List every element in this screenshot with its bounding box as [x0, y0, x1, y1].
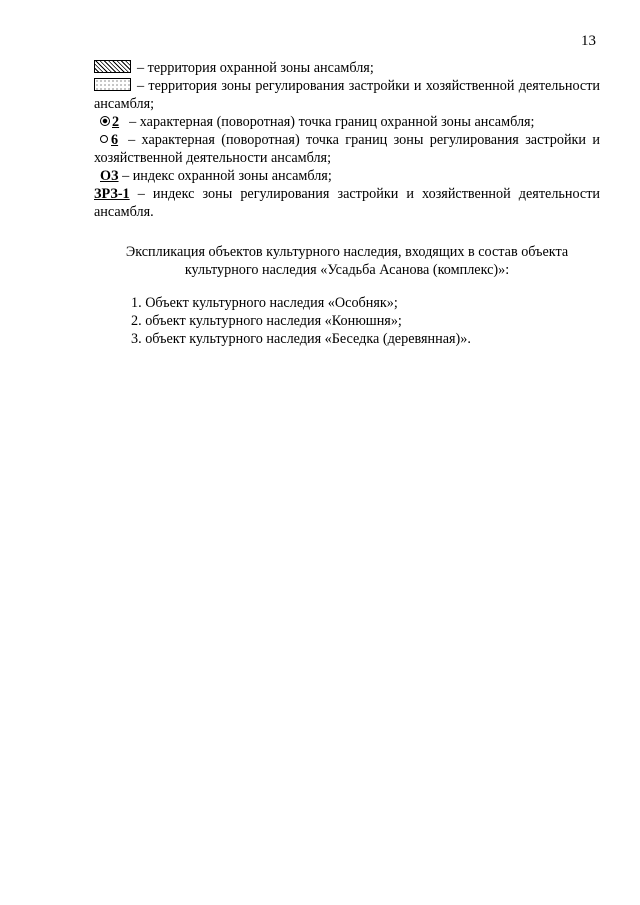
list-item: 2. объект культурного наследия «Конюшня»;: [131, 313, 402, 329]
legend-text: – территория охранной зоны ансамбля;: [137, 60, 374, 76]
dotted-zone-symbol-icon: [94, 78, 131, 91]
zone-index-label: ОЗ: [100, 168, 119, 184]
zone-index-label: ЗРЗ-1: [94, 186, 130, 202]
legend-item-protection-index: [94, 167, 600, 185]
legend-text: – характерная (поворотная) точка границ зоны регулирования застройки и хозяйственной деятельности ансамбля;: [94, 132, 600, 166]
list-item: 3. объект культурного наследия «Беседка (деревянная)».: [131, 331, 471, 347]
point-number: 2: [112, 114, 120, 130]
heading-line: культурного наследия «Усадьба Асанова (комплекс)»:: [184, 262, 510, 278]
regulation-point-marker: [100, 131, 118, 149]
legend-text: – индекс охранной зоны ансамбля;: [122, 168, 332, 184]
explication-heading: [94, 243, 600, 279]
legend-text: – характерная (поворотная) точка границ охранной зоны ансамбля;: [129, 114, 535, 130]
legend-item-protection-point: [94, 113, 600, 131]
point-number: 6: [111, 132, 119, 148]
legend-item-regulation-index: [94, 185, 600, 221]
legend-text: – территория зоны регулирования застройки и хозяйственной деятельности ансамбля;: [94, 78, 600, 112]
legend-item-protection-zone: [94, 59, 600, 77]
heading-line: Экспликация объектов культурного наследия, входящих в состав объекта: [125, 244, 569, 260]
protection-point-marker: [100, 113, 119, 131]
circle-icon: [100, 135, 108, 143]
heritage-objects-list: [131, 294, 471, 348]
page-number: 13: [581, 33, 596, 49]
double-circle-icon: [100, 116, 110, 126]
map-legend: [94, 59, 600, 221]
legend-text: – индекс зоны регулирования застройки и хозяйственной деятельности ансамбля.: [94, 186, 600, 220]
hatched-zone-symbol-icon: [94, 60, 131, 73]
list-item: 1. Объект культурного наследия «Особняк»;: [131, 295, 398, 311]
legend-item-regulation-point: [94, 131, 600, 167]
legend-item-regulation-zone: [94, 77, 600, 113]
